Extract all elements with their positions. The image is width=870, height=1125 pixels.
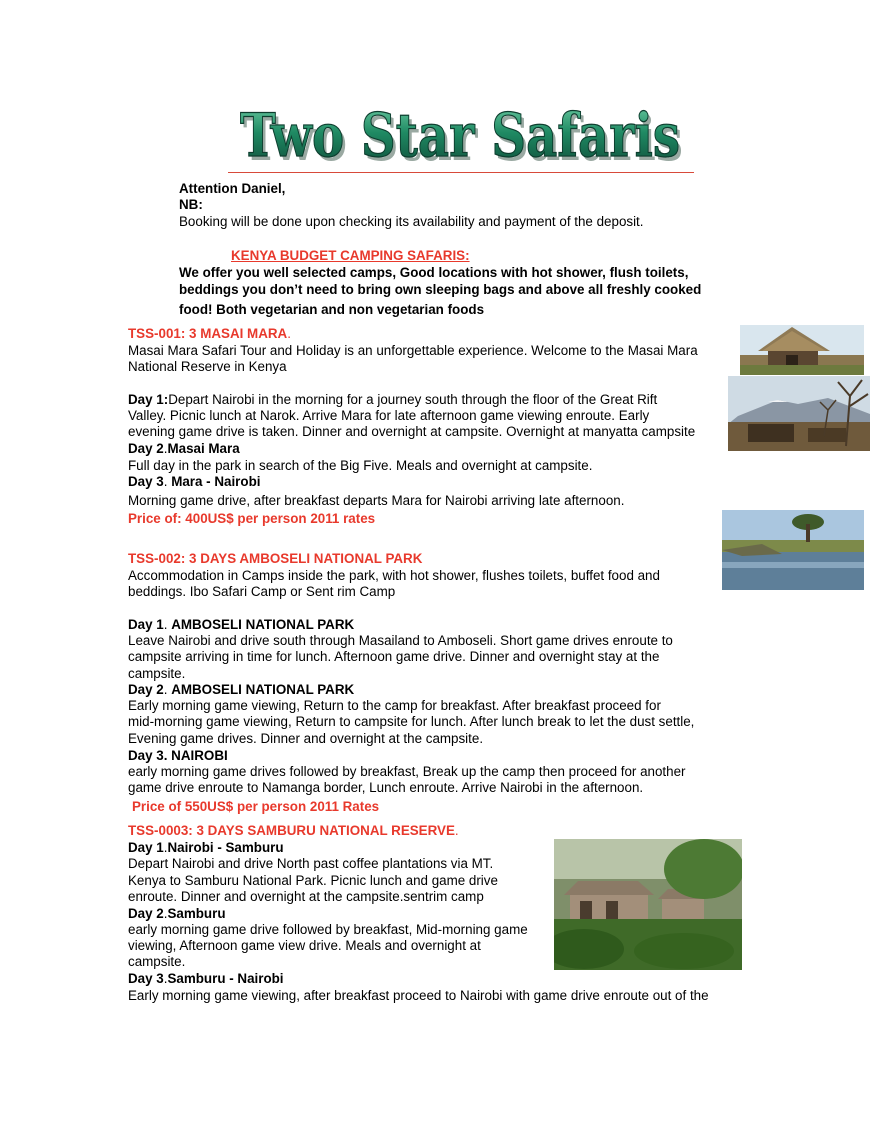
svg-text:Two Star Safaris: Two Star Safaris bbox=[243, 105, 683, 170]
tour3-day2-text: early morning game drive followed by breakfast, Mid-morning game bbox=[128, 922, 528, 937]
nb-label: NB: bbox=[179, 197, 203, 212]
tour1-title: TSS-001: 3 MASAI MARA. bbox=[128, 326, 291, 341]
tour3-day3-heading: Day 3.Samburu - Nairobi bbox=[128, 971, 284, 986]
tour2-day1-text: Leave Nairobi and drive south through Masailand to Amboseli. Short game drives enroute to bbox=[128, 633, 673, 648]
tour2-day1-text: campsite arriving in time for lunch. Afternoon game drive. Dinner and overnight stay at the bbox=[128, 649, 660, 664]
budget-heading: KENYA BUDGET CAMPING SAFARIS: bbox=[231, 248, 470, 263]
logo-text: Two Star Safaris bbox=[240, 101, 680, 170]
budget-line: We offer you well selected camps, Good locations with hot shower, flush toilets, bbox=[179, 265, 689, 280]
tour2-day2-heading: Day 2. AMBOSELI NATIONAL PARK bbox=[128, 682, 355, 697]
tour2-day3-heading: Day 3. NAIROBI bbox=[128, 748, 228, 763]
river-landscape-photo bbox=[722, 510, 864, 590]
tour2-day2-text: Early morning game viewing, Return to the camp for breakfast. After breakfast proceed for bbox=[128, 698, 661, 713]
tour3-day1-text: enroute. Dinner and overnight at the campsite.sentrim camp bbox=[128, 889, 484, 904]
tour1-day1-text: Valley. Picnic lunch at Narok. Arrive Mara for late afternoon game viewing enroute. Early bbox=[128, 408, 650, 423]
thatched-hut-photo bbox=[740, 325, 864, 375]
tour1-price: Price of: 400US$ per person 2011 rates bbox=[128, 511, 376, 526]
tour3-day1-text: Depart Nairobi and drive North past coffee plantations via MT. bbox=[128, 856, 494, 871]
tour1-day1-text: evening game drive is taken. Dinner and overnight at campsite. Overnight at manyatta campsite bbox=[128, 424, 696, 439]
manyatta-camp-photo bbox=[728, 376, 870, 451]
tour1-day2-heading: Day 2.Masai Mara bbox=[128, 441, 240, 456]
logo-graphic bbox=[228, 96, 688, 170]
tour2-day1-text: campsite. bbox=[128, 666, 186, 681]
tour1-day3-text: Morning game drive, after breakfast departs Mara for Nairobi arriving late afternoon. bbox=[128, 493, 625, 508]
tour2-day1-heading: Day 1. AMBOSELI NATIONAL PARK bbox=[128, 617, 355, 632]
budget-line: food! Both vegetarian and non vegetarian foods bbox=[179, 302, 485, 317]
tour2-price: Price of 550US$ per person 2011 Rates bbox=[132, 799, 380, 814]
tour3-day1-heading: Day 1.Nairobi - Samburu bbox=[128, 840, 284, 855]
tour1-desc: National Reserve in Kenya bbox=[128, 359, 287, 374]
tour3-day2-heading: Day 2.Samburu bbox=[128, 906, 226, 921]
tour1-desc: Masai Mara Safari Tour and Holiday is an unforgettable experience. Welcome to the Masai Mara bbox=[128, 343, 698, 358]
tour3-day3-text: Early morning game viewing, after breakfast proceed to Nairobi with game drive enroute out of the bbox=[128, 988, 709, 1003]
tour1-day2-text: Full day in the park in search of the Big Five. Meals and overnight at campsite. bbox=[128, 458, 593, 473]
budget-line: beddings you don’t need to bring own sleeping bags and above all freshly cooked bbox=[179, 282, 702, 297]
tour1-day1: Day 1:Depart Nairobi in the morning for a journey south through the floor of the Great Rift bbox=[128, 392, 658, 407]
tour2-desc: Accommodation in Camps inside the park, with hot shower, flushes toilets, buffet food and bbox=[128, 568, 660, 583]
tour3-day2-text: viewing, Afternoon game view drive. Meals and overnight at bbox=[128, 938, 481, 953]
booking-note: Booking will be done upon checking its availability and payment of the deposit. bbox=[179, 214, 644, 229]
attention-line: Attention Daniel, bbox=[179, 181, 286, 196]
tour3-title: TSS-0003: 3 DAYS SAMBURU NATIONAL RESERVE. bbox=[128, 823, 459, 838]
samburu-lodge-photo bbox=[554, 839, 742, 970]
tour2-day2-text: mid-morning game viewing, Return to campsite for lunch. After lunch break to let the dust settle, bbox=[128, 714, 695, 729]
header-rule bbox=[228, 172, 694, 173]
tour3-day2-text: campsite. bbox=[128, 954, 186, 969]
logo bbox=[228, 96, 688, 170]
tour2-title: TSS-002: 3 DAYS AMBOSELI NATIONAL PARK bbox=[128, 551, 423, 566]
tour3-day1-text: Kenya to Samburu National Park. Picnic lunch and game drive bbox=[128, 873, 498, 888]
tour2-day3-text: early morning game drives followed by breakfast, Break up the camp then proceed for another bbox=[128, 764, 686, 779]
tour2-desc: beddings. Ibo Safari Camp or Sent rim Camp bbox=[128, 584, 396, 599]
tour1-day3-heading: Day 3. Mara - Nairobi bbox=[128, 474, 261, 489]
tour2-day2-text: Evening game drives. Dinner and overnight at the campsite. bbox=[128, 731, 484, 746]
tour2-day3-text: game drive enroute to Namanga border, Lunch enroute. Arrive Nairobi in the afternoon. bbox=[128, 780, 644, 795]
